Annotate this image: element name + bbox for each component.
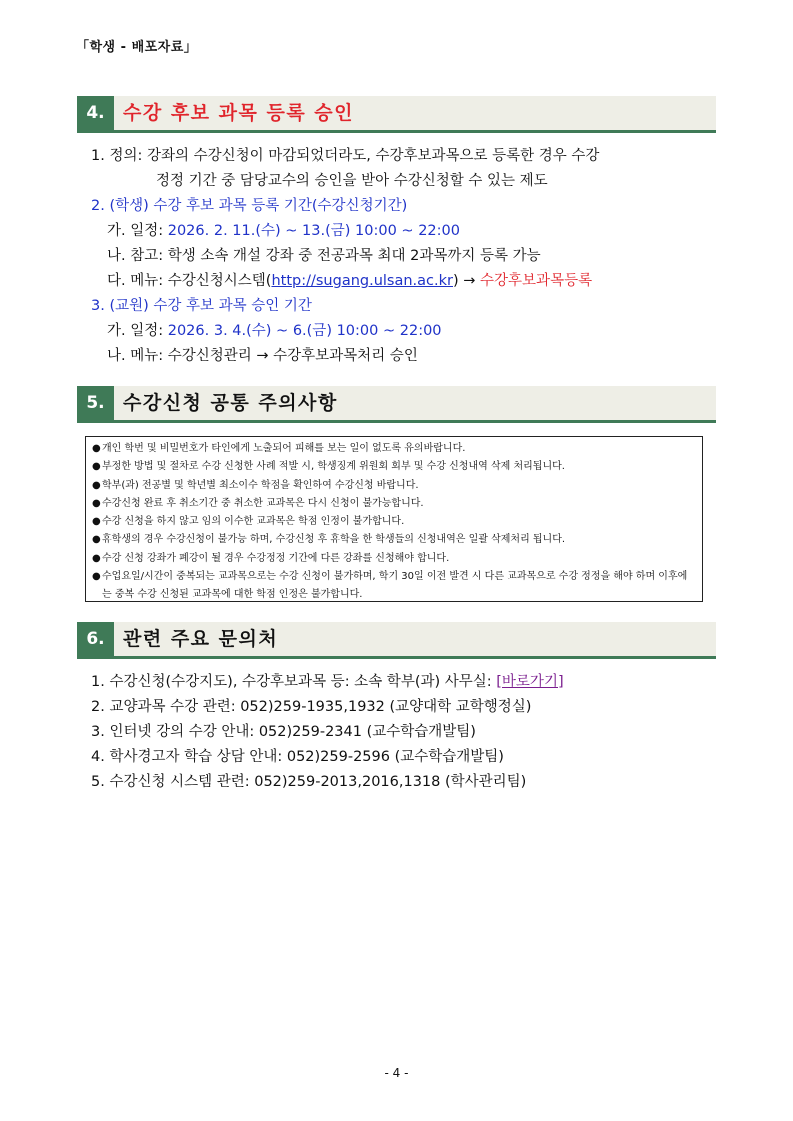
bullet-icon: ● bbox=[92, 443, 101, 454]
section-number: 6. bbox=[77, 622, 114, 656]
contact-item: 4. 학사경고자 학습 상담 안내: 052)259-2596 (교수학습개발팀) bbox=[91, 749, 504, 765]
student-schedule: 가. 일정: 2026. 2. 11.(수) ~ 13.(금) 10:00 ~ 22:00 bbox=[107, 223, 460, 239]
bullet-icon: ● bbox=[92, 516, 101, 528]
faculty-menu: 나. 메뉴: 수강신청관리 → 수강후보과목처리 승인 bbox=[107, 348, 418, 364]
section-number: 5. bbox=[77, 386, 114, 420]
notice-item: ● 개인 학번 및 비밀번호가 타인에게 노출되어 피해를 보는 일이 없도록 유의바랍니다. bbox=[92, 440, 696, 458]
section-title: 관련 주요 문의처 bbox=[123, 628, 279, 650]
section-title: 수강신청 공통 주의사항 bbox=[123, 392, 338, 414]
faculty-period-heading: 3. (교원) 수강 후보 과목 승인 기간 bbox=[91, 298, 312, 314]
section-title: 수강 후보 과목 등록 승인 bbox=[123, 102, 354, 124]
section-6-heading bbox=[77, 622, 716, 656]
notice-item: ● 학부(과) 전공별 및 학년별 최소이수 학점을 확인하여 수강신청 바랍니다. bbox=[92, 477, 696, 495]
document-header: 「학생 - 배포자료」 bbox=[76, 40, 198, 55]
definition-line-1: 1. 정의: 강좌의 수강신청이 마감되었더라도, 수강후보과목으로 등록한 경우 수강 bbox=[91, 148, 600, 164]
contact-item: 3. 인터넷 강의 수강 안내: 052)259-2341 (교수학습개발팀) bbox=[91, 724, 476, 740]
faculty-schedule-value: 2026. 3. 4.(수) ~ 6.(금) 10:00 ~ 22:00 bbox=[167, 323, 442, 339]
bullet-icon: ● bbox=[92, 497, 101, 509]
student-schedule-value: 2026. 2. 11.(수) ~ 13.(금) 10:00 ~ 22:00 bbox=[167, 223, 460, 239]
bullet-icon: ● bbox=[92, 552, 101, 564]
section-number: 4. bbox=[77, 96, 114, 130]
student-note: 나. 참고: 학생 소속 개설 강좌 중 전공과목 최대 2과목까지 등록 가능 bbox=[107, 248, 541, 264]
bullet-icon: ● bbox=[92, 571, 101, 583]
contact-item: 2. 교양과목 수강 관련: 052)259-1935,1932 (교양대학 교학행정실) bbox=[91, 699, 532, 715]
notice-item: ● 수강 신청을 하지 않고 임의 이수한 교과목은 학점 인정이 불가합니다. bbox=[92, 513, 696, 531]
notice-item: ● 수강신청 완료 후 취소기간 중 취소한 교과목은 다시 신청이 불가능합니다. bbox=[92, 495, 696, 513]
notice-item: ● 수강 신청 강좌가 폐강이 될 경우 수강정정 기간에 다른 강좌를 신청해야 합니다. bbox=[92, 550, 696, 568]
faculty-schedule: 가. 일정: 2026. 3. 4.(수) ~ 6.(금) 10:00 ~ 22:00 bbox=[107, 323, 442, 339]
notice-box bbox=[85, 436, 703, 602]
page-number: - 4 - bbox=[384, 1066, 409, 1080]
definition-line-2: 정정 기간 중 담당교수의 승인을 받아 수강신청할 수 있는 제도 bbox=[156, 173, 548, 189]
student-period-heading: 2. (학생) 수강 후보 과목 등록 기간(수강신청기간) bbox=[91, 198, 408, 214]
sugang-system-link[interactable]: http://sugang.ulsan.ac.kr bbox=[271, 273, 453, 289]
contact-item: 1. 수강신청(수강지도), 수강후보과목 등: 소속 학부(과) 사무실: [바로가기] bbox=[91, 674, 564, 690]
notice-item: ● 휴학생의 경우 수강신청이 불가능 하며, 수강신청 후 휴학을 한 학생들의 신청내역은 일괄 삭제처리 됩니다. bbox=[92, 531, 696, 549]
shortcut-link[interactable]: [바로가기] bbox=[496, 674, 564, 690]
section-5-heading bbox=[77, 386, 716, 420]
contact-item: 5. 수강신청 시스템 관련: 052)259-2013,2016,1318 (학사관리팀) bbox=[91, 774, 527, 790]
student-menu: 다. 메뉴: 수강신청시스템(http://sugang.ulsan.ac.kr) → 수강후보과목등록 bbox=[107, 273, 593, 289]
candidate-registration-menu: 수강후보과목등록 bbox=[480, 273, 593, 289]
bullet-icon: ● bbox=[92, 534, 101, 546]
section-4-heading bbox=[77, 96, 716, 130]
bullet-icon: ● bbox=[92, 479, 101, 491]
bullet-icon: ● bbox=[92, 461, 101, 473]
notice-item: ● 부정한 방법 및 절차로 수강 신청한 사례 적발 시, 학생징계 위원회 회부 및 수강 신청내역 삭제 처리됩니다. bbox=[92, 458, 696, 476]
notice-item: ● 수업요일/시간이 중복되는 교과목으로는 수강 신청이 불가하며, 학기 30일 이전 발견 시 다른 교과목으로 수강 정정을 해야 하며 이후에는 중복 수강 신청된 교과목에 대한 학점 인정은 불가합니다. bbox=[92, 568, 696, 605]
